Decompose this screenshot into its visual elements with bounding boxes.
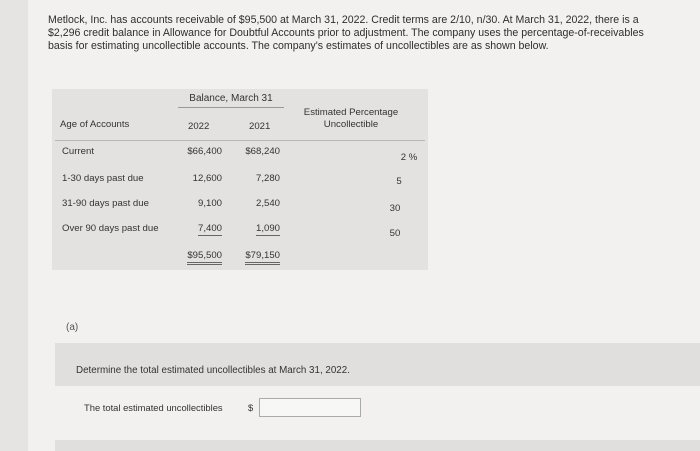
part-a-question: Determine the total estimated uncollectibles at March 31, 2022. xyxy=(76,365,350,376)
est-header-line2: Uncollectible xyxy=(323,119,379,130)
row-over-90-2022: 7,400 xyxy=(197,223,222,234)
total-2022: $95,500 xyxy=(187,250,222,265)
row-label-1-30: 1-30 days past due xyxy=(62,173,144,184)
total-2021-wrap xyxy=(238,250,280,261)
row-31-90-pct: 30 xyxy=(389,203,401,214)
row-label-31-90: 31-90 days past due xyxy=(62,198,149,209)
currency-symbol: $ xyxy=(248,402,254,413)
year-2021-header: 2021 xyxy=(249,121,271,132)
row-over-90-pct: 50 xyxy=(389,228,401,239)
estimated-percentage-header xyxy=(296,107,406,131)
row-1-30-2022: 12,600 xyxy=(192,173,222,184)
row-31-90-2021: 2,540 xyxy=(255,198,280,209)
header-divider xyxy=(55,140,425,141)
part-a-label: (a) xyxy=(66,322,79,333)
row-current-pct: 2 % xyxy=(400,152,418,163)
row-current-2022: $66,400 xyxy=(187,146,222,157)
row-over-90-2021-wrap xyxy=(238,223,280,234)
row-1-30-2021: 7,280 xyxy=(255,173,280,184)
row-over-90-2021: 1,090 xyxy=(255,223,280,234)
age-header: Age of Accounts xyxy=(60,119,130,130)
answer-label: The total estimated uncollectibles xyxy=(84,402,223,413)
total-uncollectibles-input[interactable] xyxy=(259,398,361,417)
row-1-30-pct: 5 xyxy=(396,176,402,187)
est-header-line1: Estimated Percentage xyxy=(303,107,399,118)
row-current-2021: $68,240 xyxy=(245,146,280,157)
total-2021: $79,150 xyxy=(245,250,280,265)
row-label-current: Current xyxy=(62,146,94,157)
balance-header: Balance, March 31 xyxy=(178,93,284,108)
row-label-over-90: Over 90 days past due xyxy=(62,223,159,234)
row-31-90-2022: 9,100 xyxy=(197,198,222,209)
row-over-90-2022-wrap xyxy=(180,223,222,234)
total-2022-wrap xyxy=(180,250,222,261)
year-2022-header: 2022 xyxy=(188,121,210,132)
problem-statement: Metlock, Inc. has accounts receivable of $95,500 at March 31, 2022. Credit terms are 2/10, n/30. At March 31, 2022, there is a $2,296 credit balance in Allowance for Doubtful Accounts prior to adjustment. The company uses the percentage-of-receivables basis for estimating uncollectible accounts. The company's estimates of uncollectibles are as shown below. xyxy=(48,14,644,52)
bottom-band xyxy=(55,440,700,451)
